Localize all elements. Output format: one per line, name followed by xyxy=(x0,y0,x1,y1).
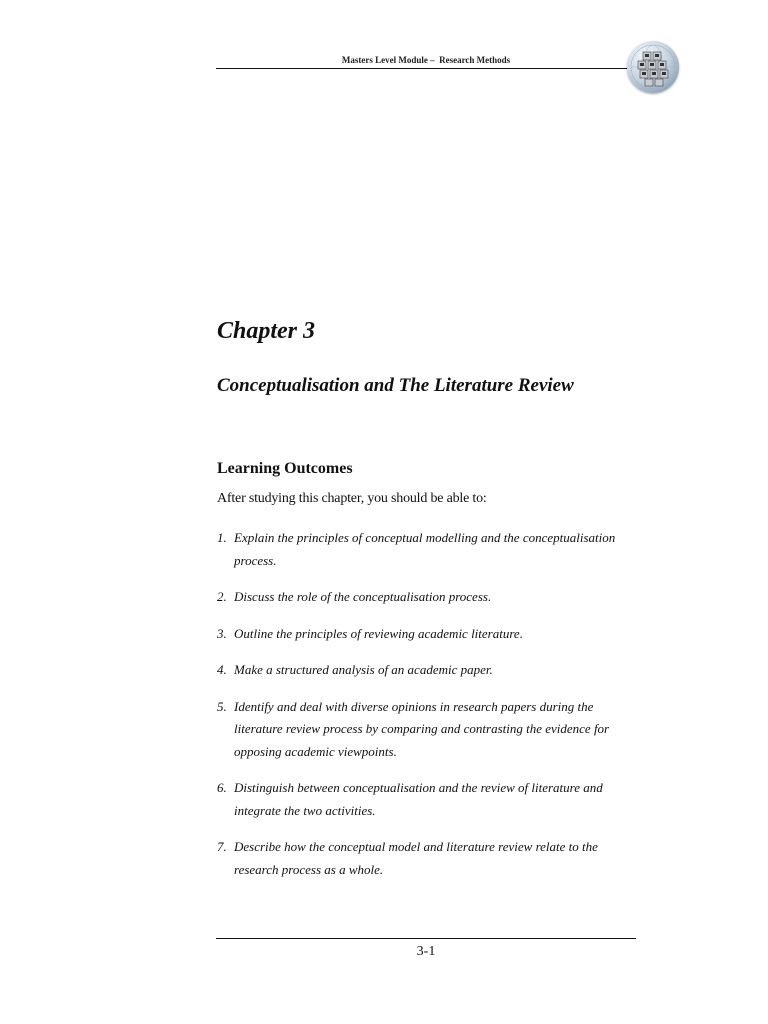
list-item xyxy=(217,623,637,646)
chapter-title: Chapter 3 xyxy=(217,318,316,344)
list-item xyxy=(217,696,637,764)
list-item-number: 7. xyxy=(217,839,227,854)
logo-graphic xyxy=(627,41,679,93)
list-item-text: Identify and deal with diverse opinions in research papers during the literature review process by comparing and contrasting the evidence for opposing academic viewpoints. xyxy=(234,698,610,759)
list-item-text: Outline the principles of reviewing academic literature. xyxy=(234,625,523,641)
list-item-number: 5. xyxy=(217,698,227,714)
learning-outcomes-list xyxy=(217,527,637,895)
running-header: Masters Level Module – Research Methods xyxy=(341,55,511,65)
list-item xyxy=(217,836,637,881)
footer-rule xyxy=(216,938,636,939)
learning-outcomes-heading: Learning Outcomes xyxy=(217,460,353,477)
learning-outcomes-intro: After studying this chapter, you should be able to: xyxy=(217,491,487,506)
list-item-text: Explain the principles of conceptual modelling and the conceptualisation process. xyxy=(234,530,616,568)
list-item-number: 6. xyxy=(217,780,227,795)
list-item xyxy=(217,777,637,822)
list-item-number: 1. xyxy=(217,530,227,545)
list-item-text: Make a structured analysis of an academic paper. xyxy=(234,662,493,677)
list-item xyxy=(217,586,637,609)
header-rule xyxy=(216,68,636,69)
chapter-subtitle: Conceptualisation and The Literature Review xyxy=(217,375,574,396)
list-item-number: 2. xyxy=(217,589,227,604)
page-number: 3-1 xyxy=(416,944,436,959)
list-item xyxy=(217,659,637,682)
list-item-text: Discuss the role of the conceptualisation process. xyxy=(234,589,492,604)
globe-cubes-logo-icon xyxy=(627,41,679,93)
list-item-text: Distinguish between conceptualisation and the review of literature and integrate the two activities. xyxy=(234,780,603,818)
list-item-text: Describe how the conceptual model and literature review relate to the research process as a whole. xyxy=(234,839,598,877)
list-item-number: 3. xyxy=(217,625,227,641)
list-item xyxy=(217,527,637,572)
list-item-number: 4. xyxy=(217,662,227,677)
